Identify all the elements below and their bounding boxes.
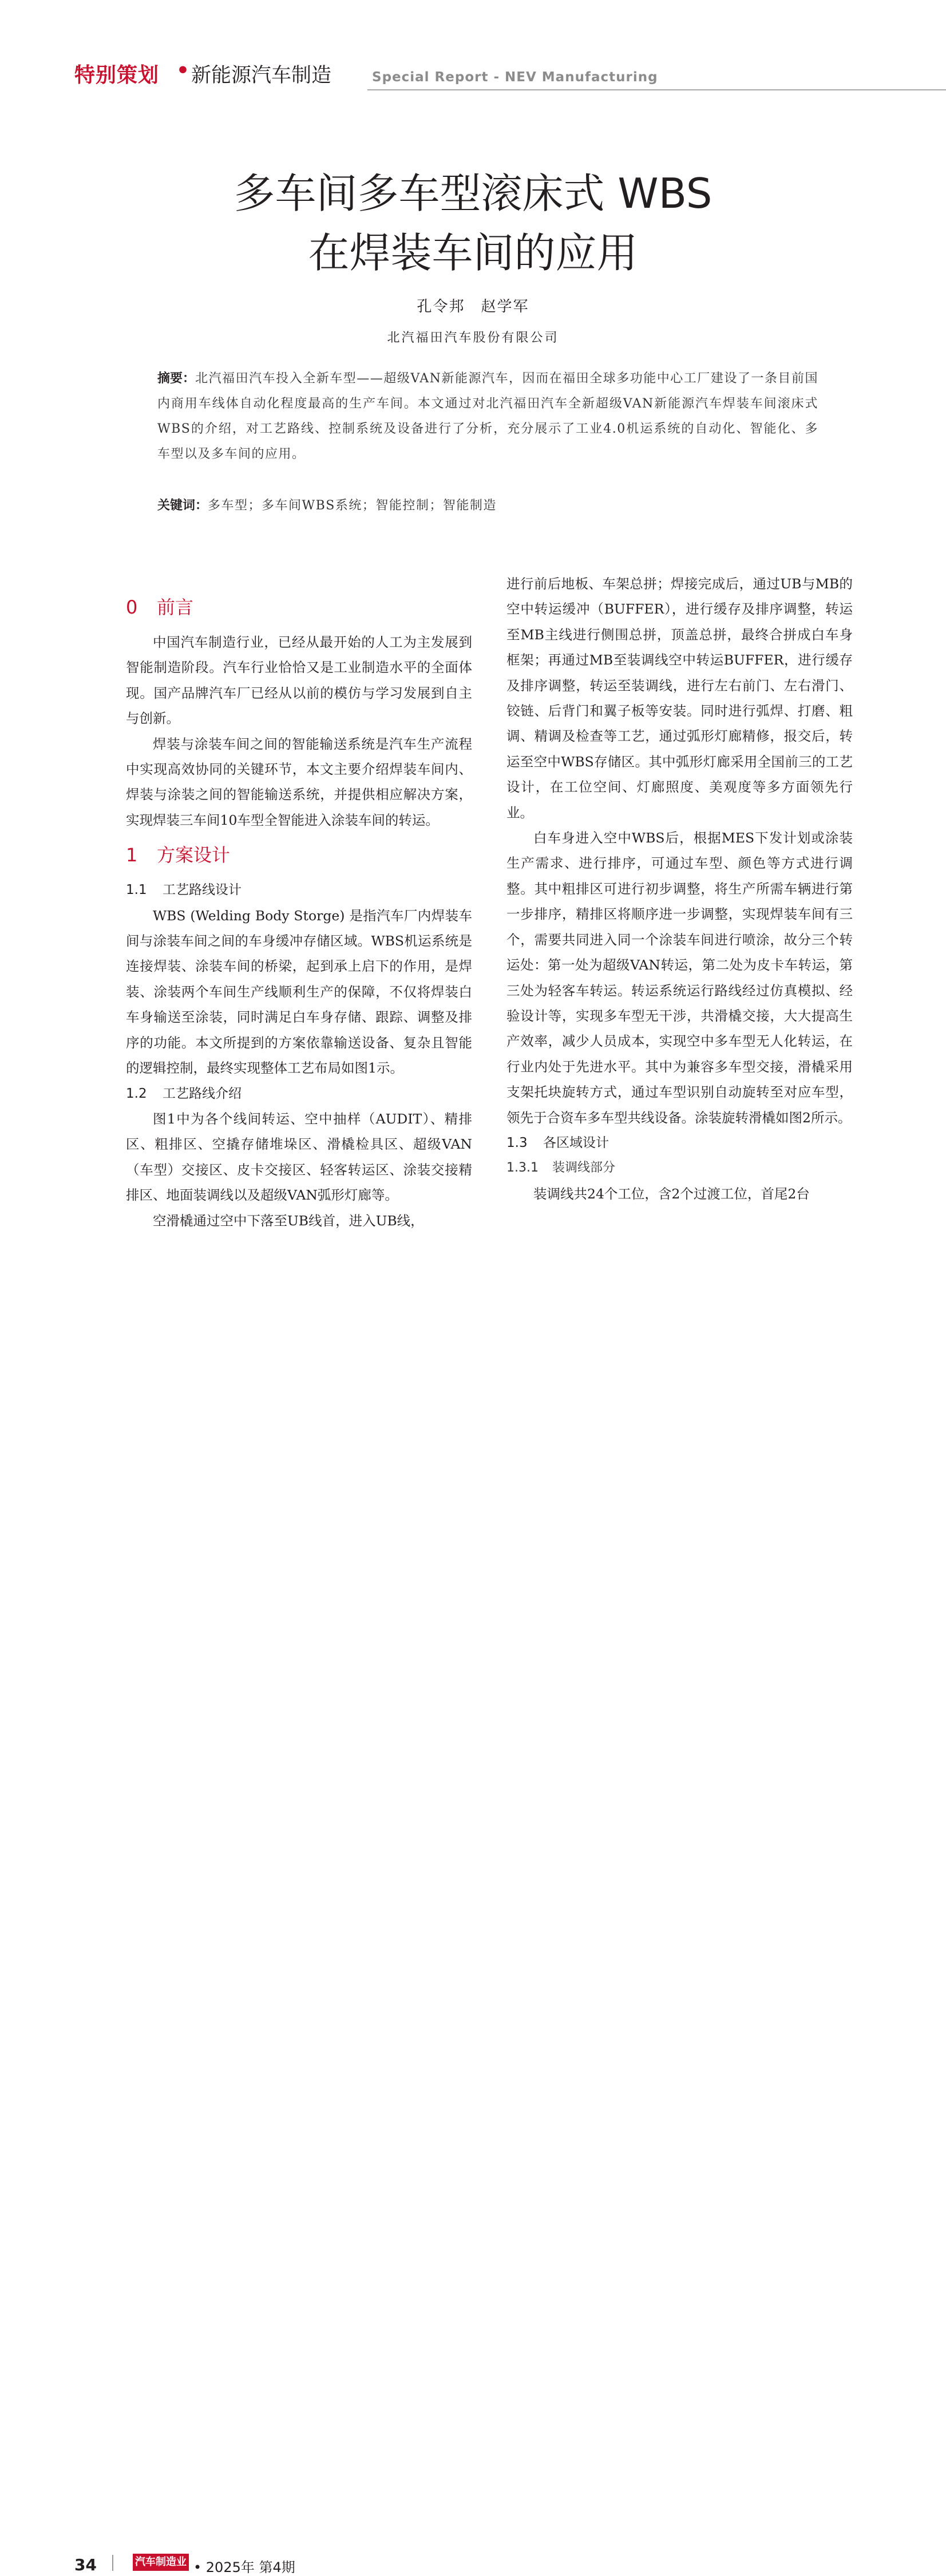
header-section-red: 特别策划 [74,64,160,87]
subsection-title: 各区域设计 [543,1135,609,1150]
subsection-heading-1-1 [126,877,472,903]
paragraph: 进行前后地板、车架总拼；焊接完成后，通过UB与MB的空中转运缓冲（BUFFER），进行缓存及排序调整，转运至MB主线进行侧围总拼，顶盖总拼，最终合拼成白车身框架；再通过MB至装调线空中转运BUFFER，进行缓存及排序调整，转运至装调线，进行左右前门、左右滑门、铰链、后背门和翼子板等安装。同时进行弧焊、打磨、粗调、精调及检查等工艺，通过弧形灯廊精修，报交后，转运至空中WBS存储区。其中弧形灯廊采用全国前三的工艺设计，在工位空间、灯廊照度、美观度等多方面领先行业。 [506,576,853,821]
paragraph: 白车身进入空中WBS后，根据MES下发计划或涂装生产需求、进行排序，可通过车型、颜色等方式进行调整。其中粗排区可进行初步调整，将生产所需车辆进行第一步排序，精排区将顺序进一步调整，实现焊装车间有三个，需要共同进入同一个涂装车间进行喷涂，故分三个转运处：第一处为超级VAN转运，第二处为皮卡车转运，第三处为轻客车转运。转运系统运行路线经过仿真模拟、经验设计等，实现多车型无干涉，共滑橇交接，大大提高生产效率，减少人员成本，实现空中多车型无人化转运，在行业内处于先进水平。其中为兼容多车型交接，滑橇采用支架托块旋转方式，通过车型识别自动旋转至对应车型，领先于合资车多车型共线设备。涂装旋转滑橇如图2所示。 [506,830,853,1126]
body-column-right [506,571,853,1206]
section-number: 1 [126,844,138,866]
footer-separator [112,2555,113,2571]
keywords-text: 多车型；多车间WBS系统；智能控制；智能制造 [208,498,497,513]
subsubsection-heading-1-3-1 [506,1156,853,1181]
header-section-english: Special Report - NEV Manufacturing [372,70,658,85]
header-dot: • [176,59,190,82]
running-header [0,0,946,92]
section-number: 0 [126,596,138,618]
issue-info: • 2025年 第4期 [193,2559,295,2575]
abstract [157,366,818,467]
article-title-line2: 在焊装车间的应用 [308,229,638,277]
paragraph: 图1中为各个线间转运、空中抽样（AUDIT）、精排区、粗排区、空撬存储堆垛区、滑橇检具区、超级VAN（车型）交接区、皮卡交接区、轻客转运区、涂装交接精排区、地面装调线以及超级VAN弧形灯廊等。 [126,1110,472,1204]
section-heading-0 [126,593,472,622]
subsection-number: 1.3 [506,1135,528,1150]
section-title: 前言 [157,596,194,618]
keywords-label: 关键词： [157,498,208,513]
section-title: 方案设计 [157,844,231,866]
subsection-number: 1.2 [126,1086,147,1101]
paragraph: 中国汽车制造行业，已经从最开始的人工为主发展到智能制造阶段。汽车行业恰恰又是工业制造水平的全面体现。国产品牌汽车厂已经从以前的模仿与学习发展到自主与创新。 [126,634,472,727]
abstract-text: 北汽福田汽车投入全新车型——超级VAN新能源汽车，因而在福田全球多功能中心工厂建设了一条目前国内商用车线体自动化程度最高的生产车间。本文通过对北汽福田汽车全新超级VAN新能源汽车焊装车间滚床式WBS的介绍，对工艺路线、控制系统及设备进行了分析，充分展示了工业4.0机运系统的自动化、智能化、多车型以及多车间的应用。 [157,371,818,461]
magazine-logo: 汽车制造业 [133,2554,189,2571]
keywords [157,493,818,519]
subsection-title: 工艺路线设计 [163,883,242,898]
subsection-heading-1-3 [506,1130,853,1156]
abstract-label: 摘要： [157,371,196,386]
body-column-left [126,585,472,1233]
paragraph: 装调线共24个工位，含2个过渡工位，首尾2台 [533,1185,810,1202]
paragraph: WBS (Welding Body Storge) 是指汽车厂内焊装车间与涂装车间之间的车身缓冲存储区域。WBS机运系统是连接焊装、涂装车间的桥梁，起到承上启下的作用，是焊装、涂装两个车间生产线顺利生产的保障，不仅将焊装白车身输送至涂装，同时满足白车身存储、跟踪、调整及排序的功能。本文所提到的方案依靠输送设备、复杂且智能的逻辑控制，最终实现整体工艺布局如图1示。 [126,907,472,1077]
section-heading-1 [126,841,472,869]
page-number: 34 [74,2555,97,2574]
subsection-number: 1.1 [126,883,147,898]
header-rule [367,89,946,90]
subsubsection-number: 1.3.1 [506,1161,539,1176]
subsubsection-title: 装调线部分 [552,1161,616,1176]
page-footer [0,1276,946,2575]
subsection-title: 工艺路线介绍 [163,1086,242,1101]
article-affiliation: 北汽福田汽车股份有限公司 [387,331,559,345]
article-title-line1: 多车间多车型滚床式 WBS [233,169,713,217]
article-authors: 孔令邦 赵学军 [417,298,529,315]
header-section-title: 新能源汽车制造 [191,64,332,87]
paragraph: 空滑橇通过空中下落至UB线首，进入UB线， [153,1212,424,1229]
paragraph: 焊装与涂装车间之间的智能输送系统是汽车生产流程中实现高效协同的关键环节，本文主要介绍焊装车间内、焊装与涂装之间的智能输送系统，并提供相应解决方案，实现焊装三车间10车型全智能进入涂装车间的转运。 [126,735,472,828]
subsection-heading-1-2 [126,1081,472,1106]
